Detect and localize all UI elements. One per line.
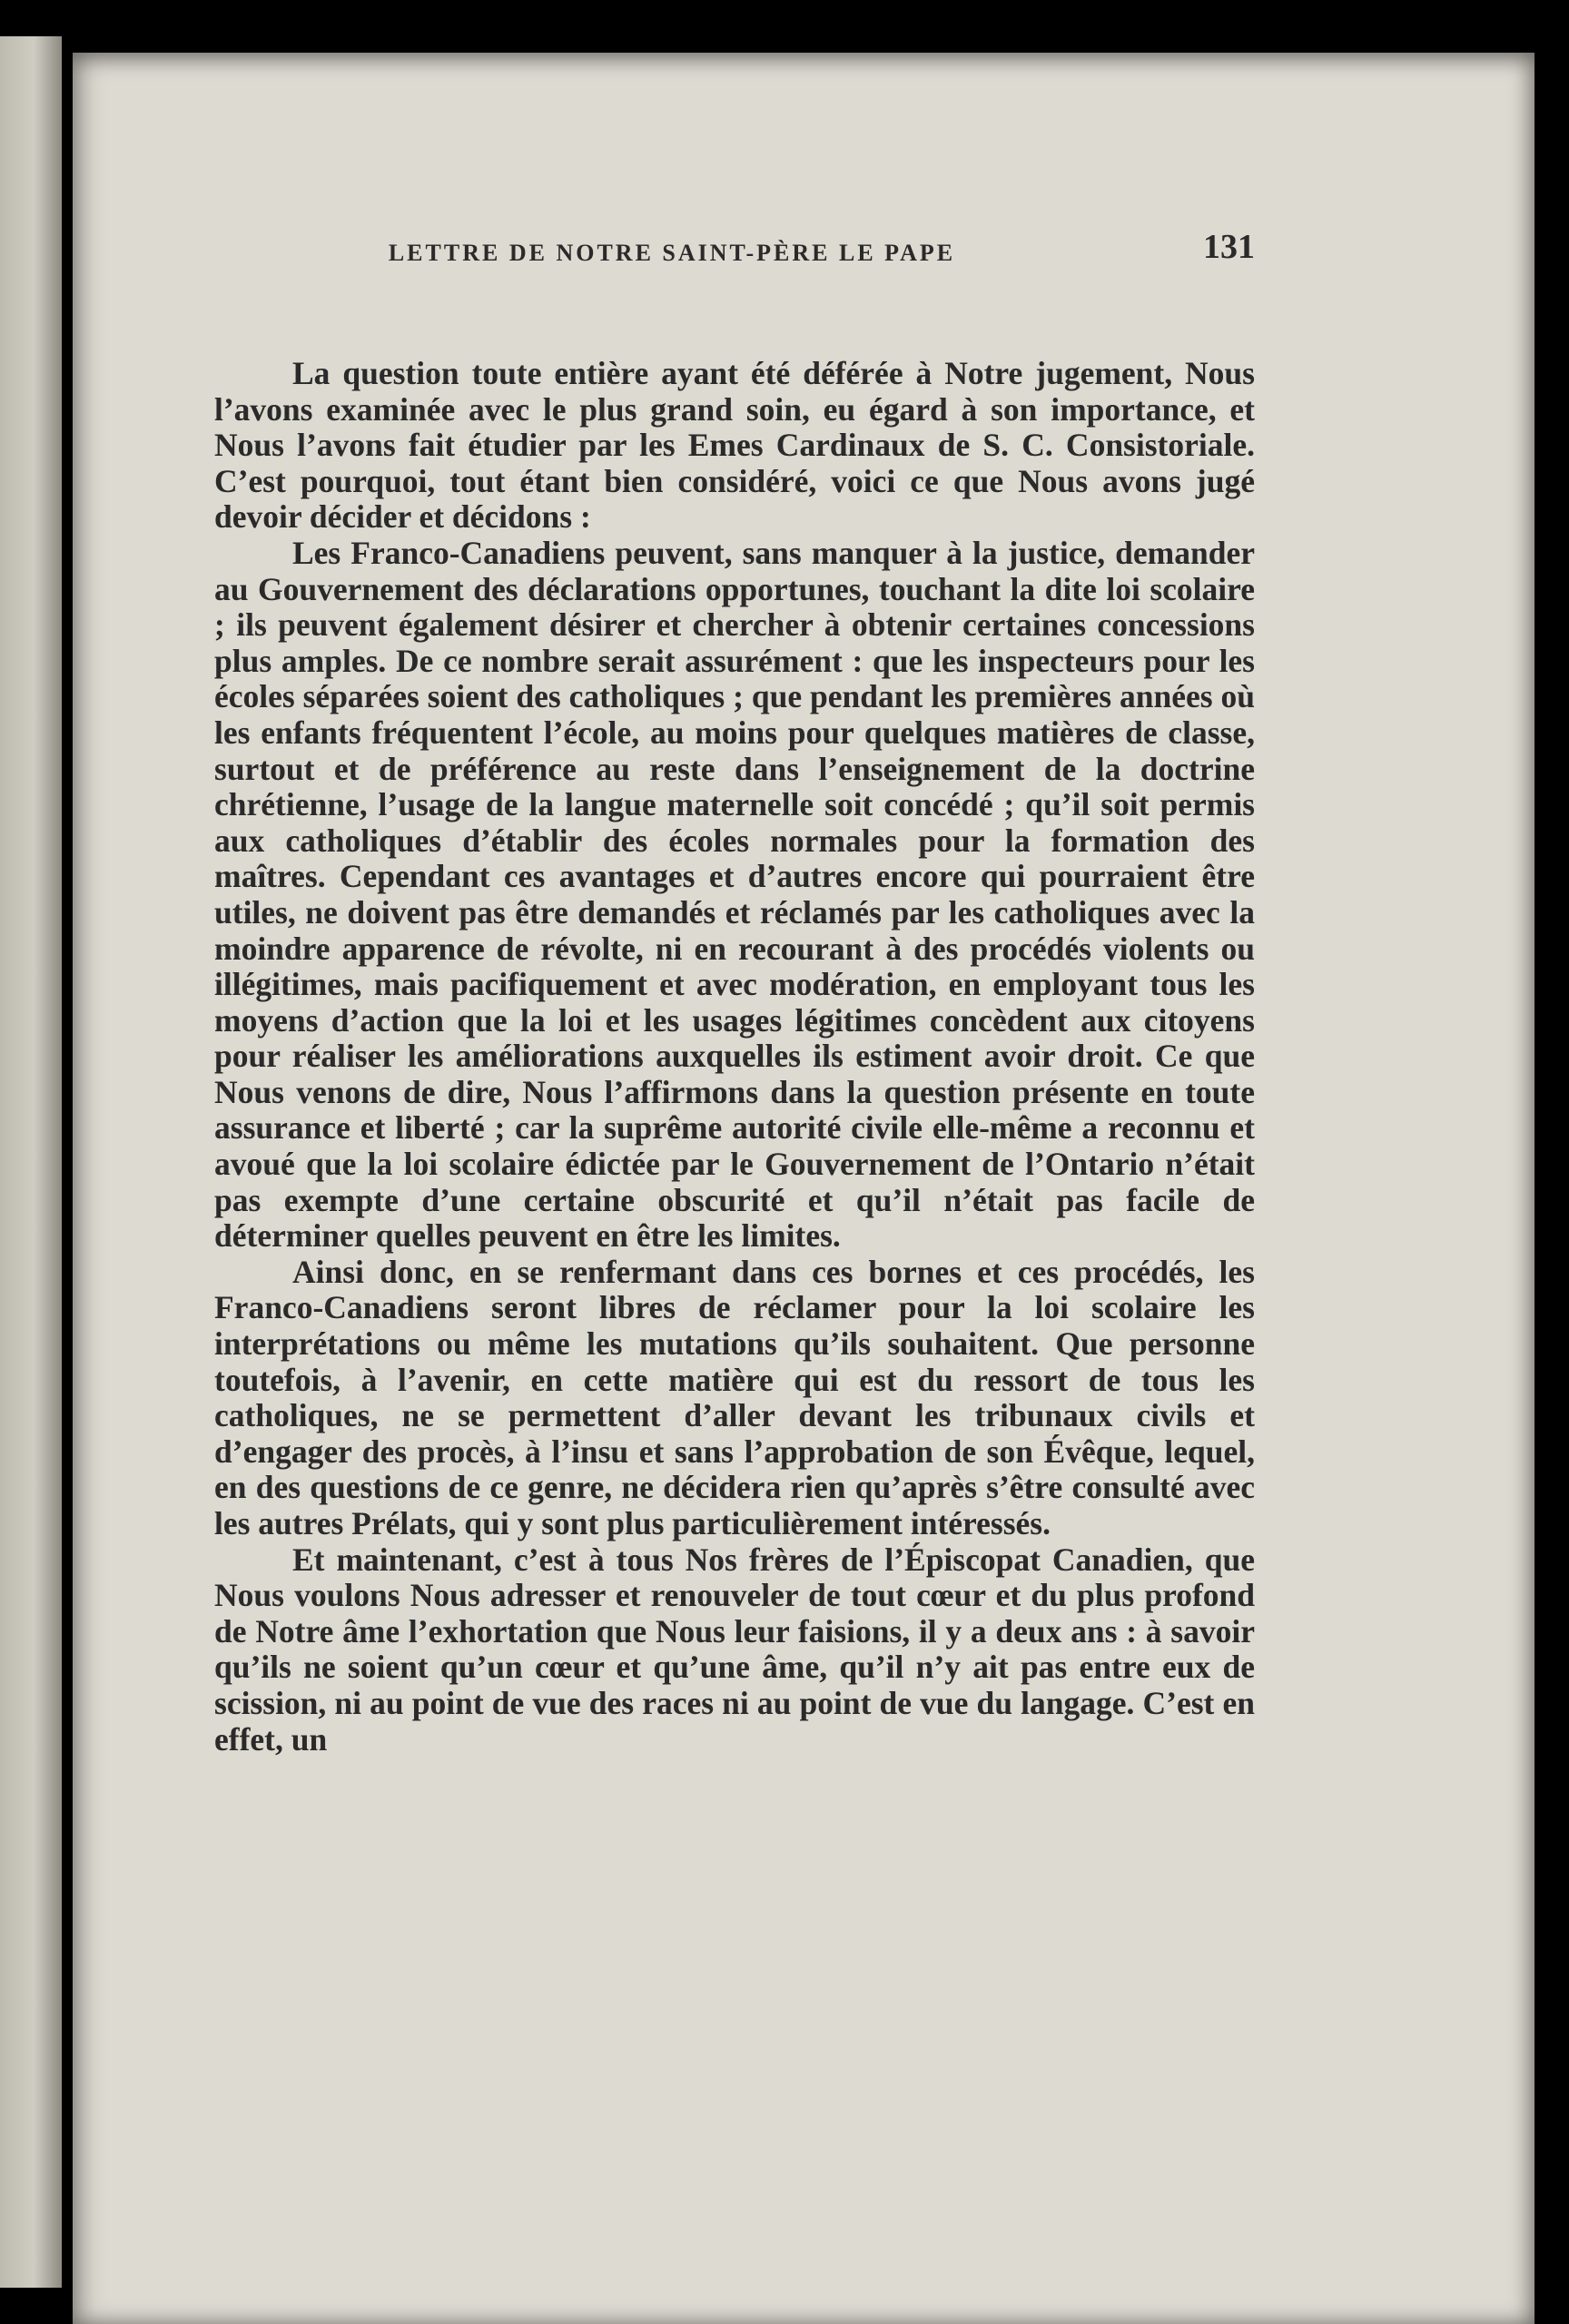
running-head: LETTRE DE NOTRE SAINT-PÈRE LE PAPE bbox=[388, 240, 956, 266]
page-number: 131 bbox=[1203, 228, 1255, 266]
paragraph: Les Franco-Canadiens peuvent, sans manquer à la justice, demander au Gouvernement des déclarations opportunes, touchant la dite loi scolaire ; ils peuvent également désirer et chercher à obtenir certaines concessions plus amples. De ce nombre serait assurément : que les inspecteurs pour les écoles séparées soient des catholiques ; que pendant les premières années où les enfants fréquentent l’école, au moins pour quelques matières de classe, surtout et de préférence au reste dans l’enseignement de la doctrine chrétienne, l’usage de la langue maternelle soit concédé ; qu’il soit permis aux catholiques d’établir des écoles normales pour la formation des maîtres. Cependant ces avantages et d’autres encore qui pourraient être utiles, ne doivent pas être demandés et réclamés par les catholiques avec la moindre apparence de révolte, ni en recourant à des procédés violents ou illégitimes, mais pacifiquement et avec modération, en employant tous les moyens d’action que la loi et les usages légitimes concèdent aux citoyens pour réaliser les améliorations auxquelles ils estiment avoir droit. Ce que Nous venons de dire, Nous l’affirmons dans la question présente en toute assurance et liberté ; car la suprême autorité civile elle-même a reconnu et avoué que la loi scolaire édictée par le Gouvernement de l’Ontario n’était pas exempte d’une certaine obscurité et qu’il n’était pas facile de déterminer quelles peuvent en être les limites. bbox=[214, 534, 1255, 1255]
body-text bbox=[214, 356, 1255, 1758]
page-header bbox=[218, 225, 1255, 281]
paragraph: La question toute entière ayant été déférée à Notre jugement, Nous l’avons examinée avec le plus grand soin, eu égard à son importance, et Nous l’avons fait étudier par les Emes Cardinaux de S. C. Consistoriale. C’est pourquoi, tout étant bien considéré, voici ce que Nous avons jugé devoir décider et décidons : bbox=[214, 355, 1255, 536]
paragraph: Et maintenant, c’est à tous Nos frères de l’Épiscopat Canadien, que Nous voulons Nous adresser et renouveler de tout cœur et du plus profond de Notre âme l’exhortation que Nous leur faisions, il y a deux ans : à savoir qu’ils ne soient qu’un cœur et qu’une âme, qu’il n’y ait pas entre eux de scission, ni au point de vue des races ni au point de vue du langage. C’est en effet, un bbox=[214, 1541, 1255, 1758]
paragraph: Ainsi donc, en se renfermant dans ces bornes et ces procédés, les Franco-Canadiens seront libres de réclamer pour la loi scolaire les interprétations ou même les mutations qu’ils souhaitent. Que personne toutefois, à l’avenir, en cette matière qui est du ressort de tous les catholiques, ne se permettent d’aller devant les tribunaux civils et d’engager des procès, à l’insu et sans l’approbation de son Évêque, lequel, en des questions de ce genre, ne décidera rien qu’après s’être consulté avec les autres Prélats, qui y sont plus particulièrement intéressés. bbox=[214, 1253, 1255, 1541]
facing-page-edge bbox=[0, 36, 62, 2288]
